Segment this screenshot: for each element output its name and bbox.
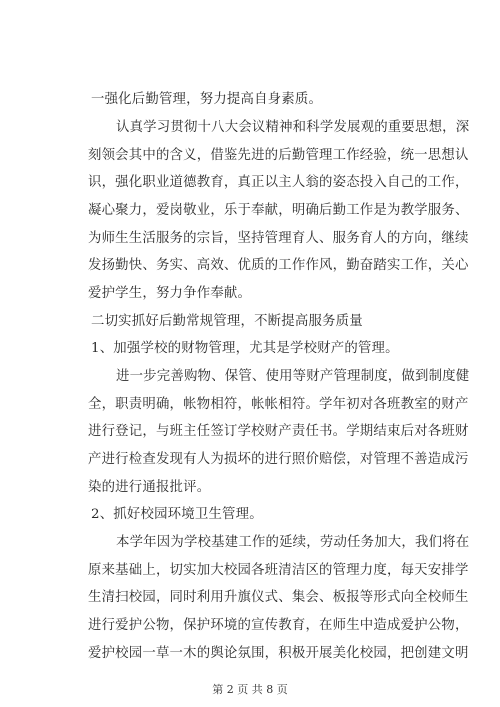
text-line: 产进行检查发现有人为损坏的进行照价赔偿，对管理不善造成污 xyxy=(88,452,469,467)
subheading-line: 2、抓好校园环境卫生管理。 xyxy=(91,507,263,522)
text-line: 生清扫校园，同时利用升旗仪式、集会、板报等形式向全校师生 xyxy=(88,590,469,605)
heading-line: 二切实抓好后勤常规管理，不断提高服务质量 xyxy=(91,314,363,329)
text-line: 进行爱护公物，保护环境的宣传教育，在师生中造成爱护公物， xyxy=(88,618,469,633)
text-line: 为师生生活服务的宗旨，坚持管理育人、服务育人的方向，继续 xyxy=(88,231,469,246)
text-line: 原来基础上，切实加大校园各班清洁区的管理力度，每天安排学 xyxy=(88,563,469,578)
heading-line: 一强化后勤管理，努力提高自身素质。 xyxy=(91,92,323,107)
text-line: 进一步完善购物、保管、使用等财产管理制度，做到制度健 xyxy=(116,369,470,384)
text-line: 识，强化职业道德教育，真正以主人翁的姿态投入自己的工作， xyxy=(88,175,469,190)
page-footer: 第 2 页 共 8 页 xyxy=(212,683,288,696)
text-line: 爱护校园一草一木的舆论氛围，积极开展美化校园，把创建文明 xyxy=(88,646,469,661)
text-line: 刻领会其中的含义，借鉴先进的后勤管理工作经验，统一思想认 xyxy=(88,148,469,163)
text-line: 进行登记，与班主任签订学校财产责任书。学期结束后对各班财 xyxy=(88,424,469,439)
text-line: 全，职责明确，帐物相符，帐帐相符。学年初对各班教室的财产 xyxy=(88,397,469,412)
subheading-line: 1、加强学校的财物管理，尤其是学校财产的管理。 xyxy=(91,341,399,356)
text-line: 认真学习贯彻十八大会议精神和科学发展观的重要思想，深 xyxy=(116,120,470,135)
text-line: 凝心聚力，爱岗敬业，乐于奉献，明确后勤工作是为教学服务、 xyxy=(88,203,469,218)
text-line: 爱护学生，努力争作奉献。 xyxy=(88,286,252,301)
text-line: 发扬勤快、务实、高效、优质的工作作风，勤奋踏实工作，关心 xyxy=(88,258,469,273)
text-line: 染的进行通报批评。 xyxy=(88,480,211,495)
text-line: 本学年因为学校基建工作的延续，劳动任务加大，我们将在 xyxy=(116,535,470,550)
